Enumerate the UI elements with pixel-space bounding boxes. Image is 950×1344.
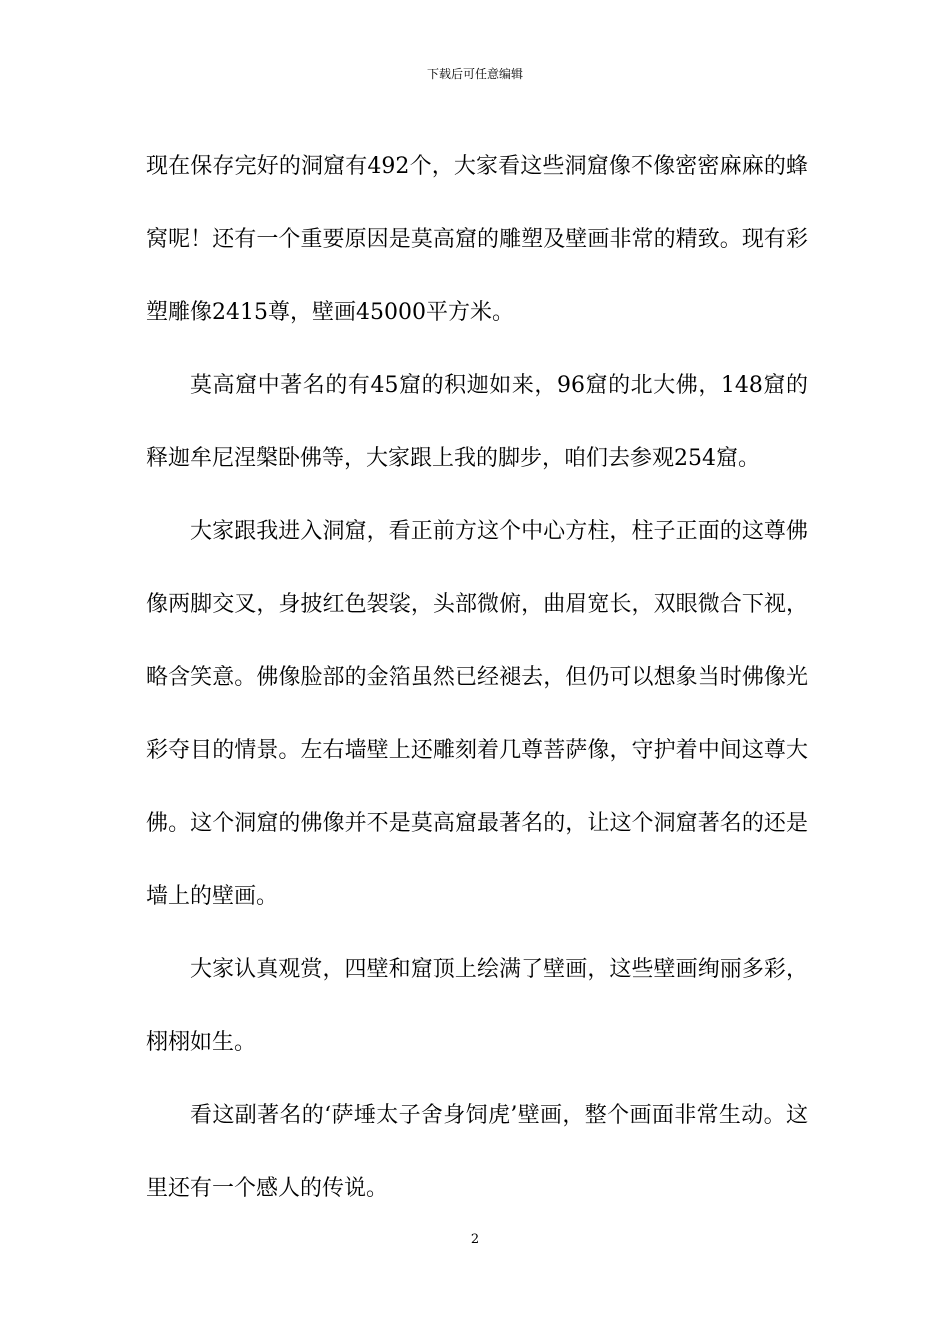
paragraph-5: 看这副著名的‘萨埵太子舍身饲虎’壁画，整个画面非常生动。这里还有一个感人的传说。 <box>146 1103 808 1201</box>
paragraph-3: 大家跟我进入洞窟，看正前方这个中心方柱，柱子正面的这尊佛像两脚交叉，身披红色袈裟，头部微俯，曲眉宽长，双眼微合下视，略含笑意。佛像脸部的金箔虽然已经褪去，但仍可以想象当时佛像光彩夺目的情景。左右墙壁上还雕刻着几尊菩萨像，守护着中间这尊大佛。这个洞窟的佛像并不是莫高窟最著名的，让这个洞窟著名的还是墙上的壁画。 <box>146 519 808 909</box>
page-number: 2 <box>470 1232 480 1247</box>
paragraph-1: 现在保存完好的洞窟有492个，大家看这些洞窟像不像密密麻麻的蜂窝呢！还有一个重要原因是莫高窟的雕塑及壁画非常的精致。现有彩塑雕像2415尊，壁画45000平方米。 <box>146 154 808 325</box>
paragraph-4: 大家认真观赏，四壁和窟顶上绘满了壁画，这些壁画绚丽多彩，栩栩如生。 <box>146 957 808 1055</box>
document-body <box>146 130 808 1225</box>
page-header: 下载后可任意编辑 <box>426 67 523 81</box>
paragraph-2: 莫高窟中著名的有45窟的积迦如来，96窟的北大佛，148窟的释迦牟尼涅槃卧佛等，大家跟上我的脚步，咱们去参观254窟。 <box>146 373 808 471</box>
